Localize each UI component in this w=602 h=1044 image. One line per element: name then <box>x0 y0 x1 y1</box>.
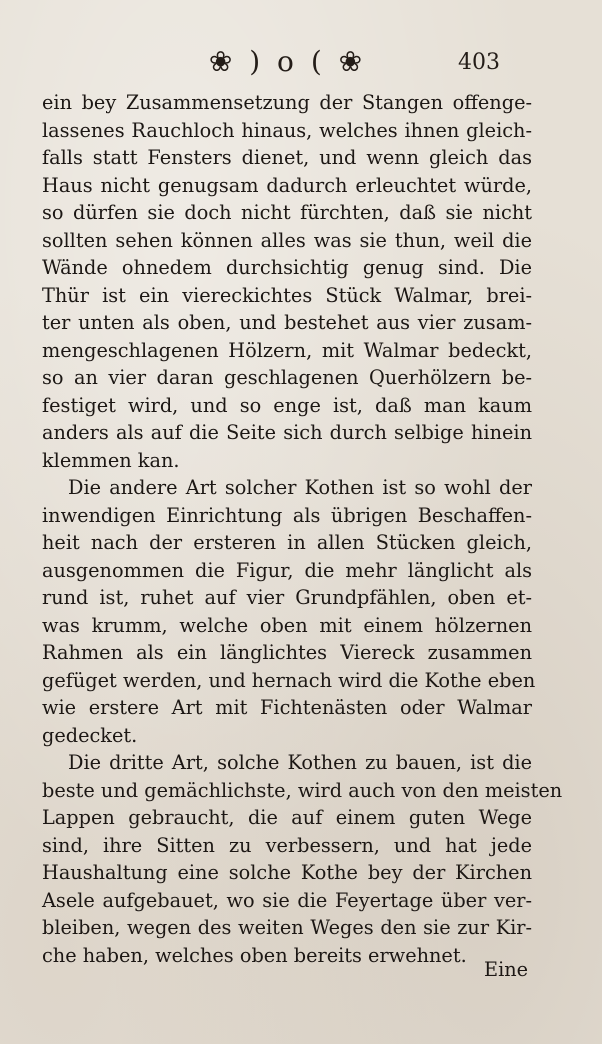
page-header <box>0 40 602 84</box>
text-line: heit nach der ersteren in allen Stücken gleich, <box>42 531 532 554</box>
text-line: was krumm, welche oben mit einem hölzernen <box>42 613 532 637</box>
text-line: gedecket. <box>42 723 138 747</box>
text-line: sollten sehen können alles was sie thun, weil die <box>42 228 532 252</box>
text-line: Asele aufgebauet, wo sie die Feyertage über ver- <box>42 888 532 912</box>
text-line: so dürfen sie doch nicht fürchten, daß sie nicht <box>42 201 532 224</box>
header-ornament: ❀ ) o ( ❀ <box>208 45 367 78</box>
text-line: inwendigen Einrichtung als übrigen Beschaffen- <box>42 503 532 527</box>
body-text <box>42 89 563 969</box>
text-line: so an vier daran geschlagenen Querhölzern be- <box>42 366 532 389</box>
catchword: Eine <box>484 958 529 981</box>
text-line: Lappen gebraucht, die auf einem guten Wege <box>42 806 532 829</box>
text-line: Wände ohnedem durchsichtig genug sind. Die <box>42 256 532 279</box>
text-line: Die dritte Art, solche Kothen zu bauen, ist die <box>68 751 532 774</box>
text-line: wie erstere Art mit Fichtenästen oder Walmar <box>42 696 532 719</box>
text-line: mengeschlagenen Hölzern, mit Walmar bedeckt, <box>42 338 532 362</box>
text-line: sind, ihre Sitten zu verbessern, und hat jede <box>42 833 532 857</box>
page-number: 403 <box>458 50 500 75</box>
text-line: lassenes Rauchloch hinaus, welches ihnen gleich- <box>42 118 532 142</box>
paragraph <box>42 749 563 969</box>
paragraph <box>42 89 532 474</box>
text-line: ausgenommen die Figur, die mehr länglicht als <box>42 558 532 582</box>
text-line: Haushaltung eine solche Kothe bey der Kirchen <box>42 861 532 884</box>
text-line: Rahmen als ein länglichtes Viereck zusammen <box>42 641 532 664</box>
text-line: che haben, welches oben bereits erwehnet. <box>42 943 467 967</box>
text-line: Haus nicht genugsam dadurch erleuchtet würde, <box>42 173 532 197</box>
text-line: ein bey Zusammensetzung der Stangen offenge- <box>42 91 532 114</box>
text-line: festiget wird, und so enge ist, daß man kaum <box>42 393 532 417</box>
text-line: gefüget werden, und hernach wird die Kothe eben <box>42 668 536 692</box>
text-line: bleiben, wegen des weiten Weges den sie zur Kir- <box>42 916 532 939</box>
text-line: rund ist, ruhet auf vier Grundpfählen, oben et- <box>42 586 532 609</box>
text-line: ter unten als oben, und bestehet aus vier zusam- <box>42 311 532 334</box>
text-line: falls statt Fensters dienet, und wenn gleich das <box>42 146 532 169</box>
text-line: Die andere Art solcher Kothen ist so wohl der <box>68 476 532 499</box>
text-line: anders als auf die Seite sich durch selbige hinein <box>42 421 532 444</box>
text-line: klemmen kan. <box>42 448 180 472</box>
paragraph <box>42 474 536 749</box>
text-line: Thür ist ein viereckichtes Stück Walmar, brei- <box>42 283 532 307</box>
text-line: beste und gemächlichste, wird auch von den meisten <box>42 778 563 802</box>
